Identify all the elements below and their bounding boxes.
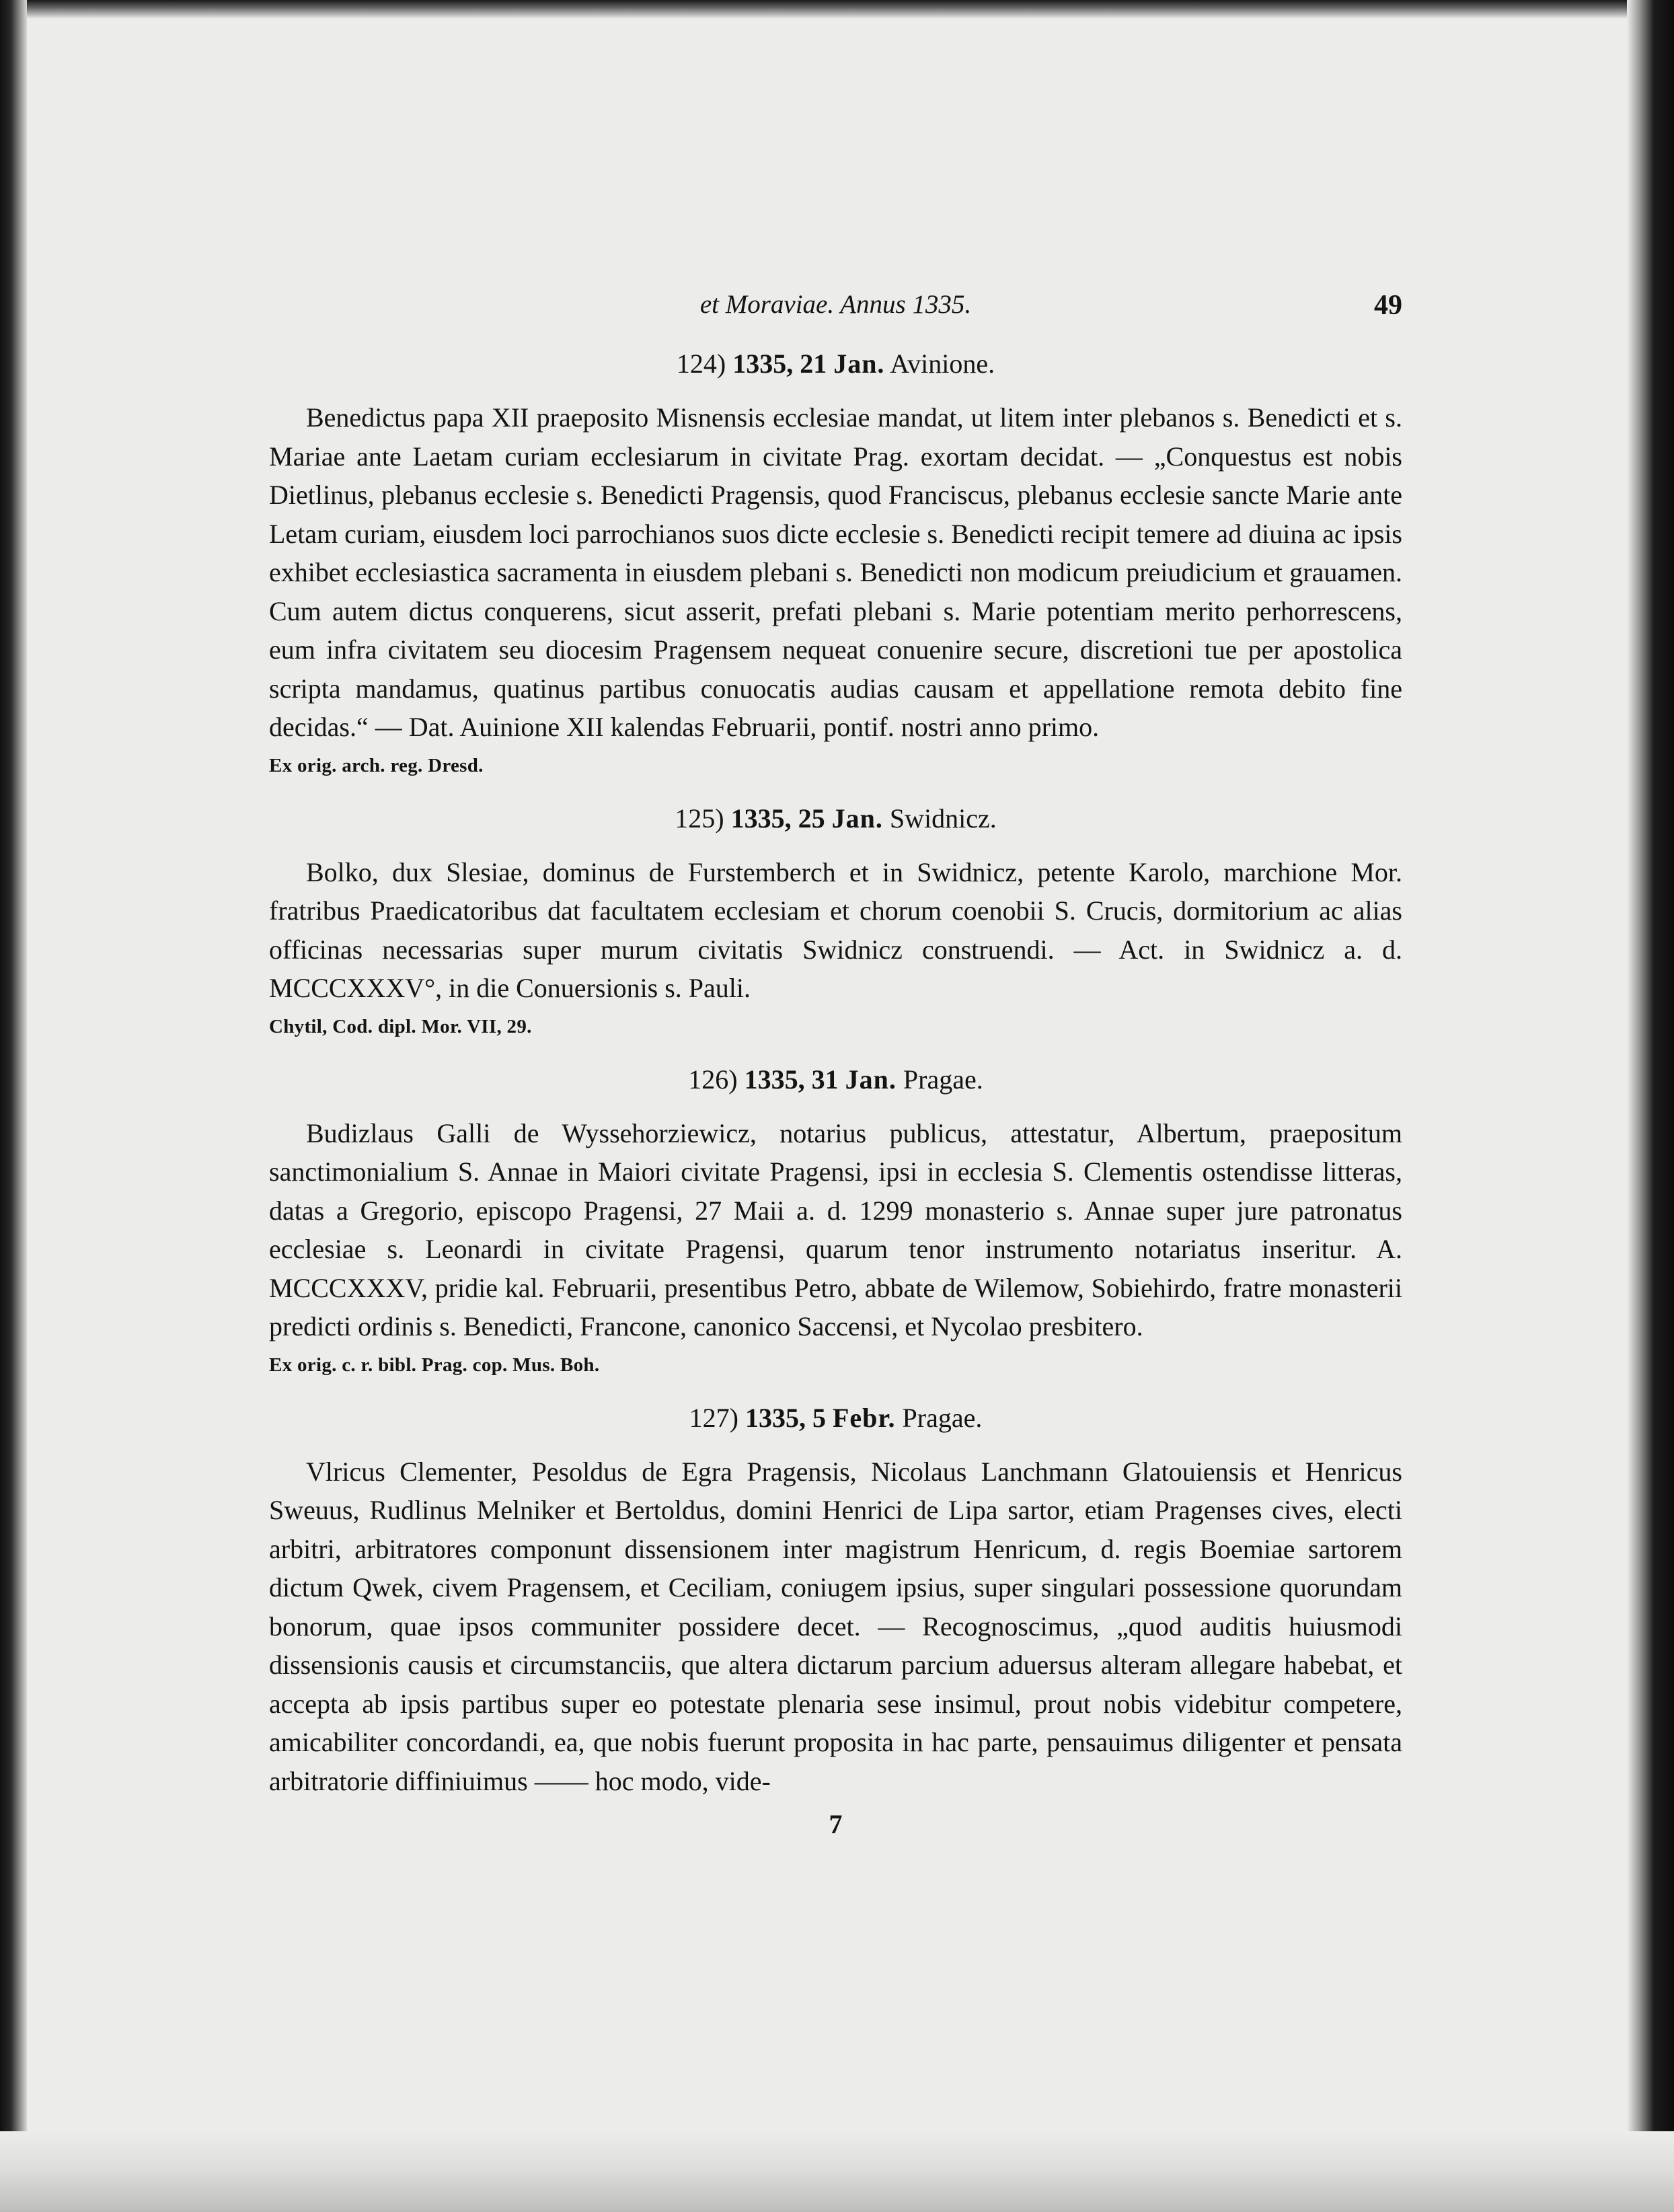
running-title: et Moraviae. Annus 1335.	[699, 290, 972, 319]
entry-126	[269, 1060, 1402, 1380]
scan-edge-right	[1627, 0, 1674, 2212]
entry-place: Avinione.	[890, 348, 995, 379]
page-content	[269, 289, 1402, 1840]
entry-heading	[269, 799, 1402, 838]
entry-125	[269, 799, 1402, 1041]
entry-source: Chytil, Cod. dipl. Mor. VII, 29.	[269, 1015, 532, 1037]
entry-body: Vlricus Clementer, Pesoldus de Egra Pragensis, Nicolaus Lanchmann Glatouiensis et Henricus Sweuus, Rudlinus Melniker et Bertoldus, domini Henrici de Lipa sartor, etiam Pragenses cives, electi arbitri, arbitratores componunt dissensionem inter magistrum Henricum, d. regis Boemiae sartorem dictum Qwek, civem Pragensem, et Ceciliam, coniugem ipsius, super singulari possessione quorundam bonorum, quae ipsos communiter possidere decet. — Recognoscimus, „quod auditis huiusmodi dissensionis causis et circumstanciis, que altera dictarum parcium aduersus alteram allegare habebat, et accepta ab ipsis partibus super eo potestate plenaria sese insimul, prout nobis videbitur competere, amicabiliter concordandi, ea, que nobis fuerunt proposita in hac parte, pensauimus diligenter et pensata arbitratorie diffiniuimus —— hoc modo, vide-	[269, 1456, 1402, 1796]
entry-place: Pragae.	[902, 1402, 983, 1433]
entry-body: Benedictus papa XII praeposito Misnensis ecclesiae mandat, ut litem inter plebanos s. Benedicti et s. Mariae ante Laetam curiam ecclesiarum in civitate Prag. exortam decidat. — „Conquestus est nobis Dietlinus, plebanus ecclesie s. Benedicti Pragensis, quod Franciscus, plebanus ecclesie sancte Marie ante Letam curiam, eiusdem loci parrochianos suos dicte ecclesie s. Benedicti recipit temere ad diuina ac ipsis exhibet ecclesiastica sacramenta in eiusdem plebani s. Benedicti non modicum preiudicium et grauamen. Cum autem dictus conquerens, sicut asserit, prefati plebani s. Marie potentiam merito perhorrescens, eum infra civitatem seu diocesim Pragensem nequeat conuenire secure, discretioni tue per apostolica scripta mandamus, quatinus partibus conuocatis audias causam et appellatione remota debito fine decidas.“ — Dat. Auinione XII kalendas Februarii, pontif. nostri anno primo.	[269, 402, 1402, 742]
entry-body: Budizlaus Galli de Wyssehorziewicz, notarius publicus, attestatur, Albertum, praepositum sanctimonialium S. Annae in Maiori civitate Pragensi, ipsi in ecclesia S. Clementis ostendisse litteras, datas a Gregorio, episcopo Pragensi, 27 Maii a. d. 1299 monasterio s. Annae super jure patronatus ecclesiae s. Leonardi in civitate Pragensi, quarum tenor instrumento notariatus inseritur. A. MCCCXXXV, pridie kal. Februarii, presentibus Petro, abbate de Wilemow, Sobiehirdo, fratre monasterii predicti ordinis s. Benedicti, Francone, canonico Saccensi, et Nycolao presbitero.	[269, 1117, 1402, 1341]
entry-heading	[269, 344, 1402, 383]
entry-number: 126)	[688, 1064, 738, 1095]
entry-body: Bolko, dux Slesiae, dominus de Furstemberch et in Swidnicz, petente Karolo, marchione Mor. fratribus Praedicatoribus dat facultatem ecclesiam et chorum coenobii S. Crucis, dormitorium ac alias officinas necessarias super murum civitatis Swidnicz construendi. — Act. in Swidnicz a. d. MCCCXXXV°, in die Conuersionis s. Pauli.	[269, 856, 1402, 1003]
entry-heading	[269, 1060, 1402, 1099]
entry-month: Jan.	[845, 1064, 897, 1095]
entry-date: 1335, 25	[730, 803, 825, 834]
entry-number: 125)	[675, 803, 724, 834]
page-number: 49	[1374, 290, 1402, 321]
entry-date: 1335, 31	[744, 1064, 839, 1095]
entry-124	[269, 344, 1402, 780]
entry-127	[269, 1399, 1402, 1801]
entry-date: 1335, 21	[732, 348, 827, 379]
entry-source: Ex orig. c. r. bibl. Prag. cop. Mus. Boh.	[269, 1354, 600, 1376]
entry-date: 1335, 5	[745, 1402, 826, 1433]
entry-number: 127)	[689, 1402, 738, 1433]
running-head	[269, 289, 1402, 332]
scan-edge-left	[0, 0, 27, 2212]
scan-edge-top	[0, 0, 1674, 19]
scan-edge-bottom	[0, 2131, 1674, 2212]
entry-month: Jan.	[833, 348, 885, 379]
entry-month: Jan.	[831, 803, 883, 834]
entry-place: Swidnicz.	[889, 803, 997, 834]
entry-month: Febr.	[832, 1402, 896, 1433]
signature-mark: 7	[829, 1809, 843, 1839]
entry-place: Pragae.	[903, 1064, 983, 1095]
entry-number: 124)	[676, 348, 726, 379]
entry-source: Ex orig. arch. reg. Dresd.	[269, 754, 484, 776]
entry-heading	[269, 1399, 1402, 1438]
